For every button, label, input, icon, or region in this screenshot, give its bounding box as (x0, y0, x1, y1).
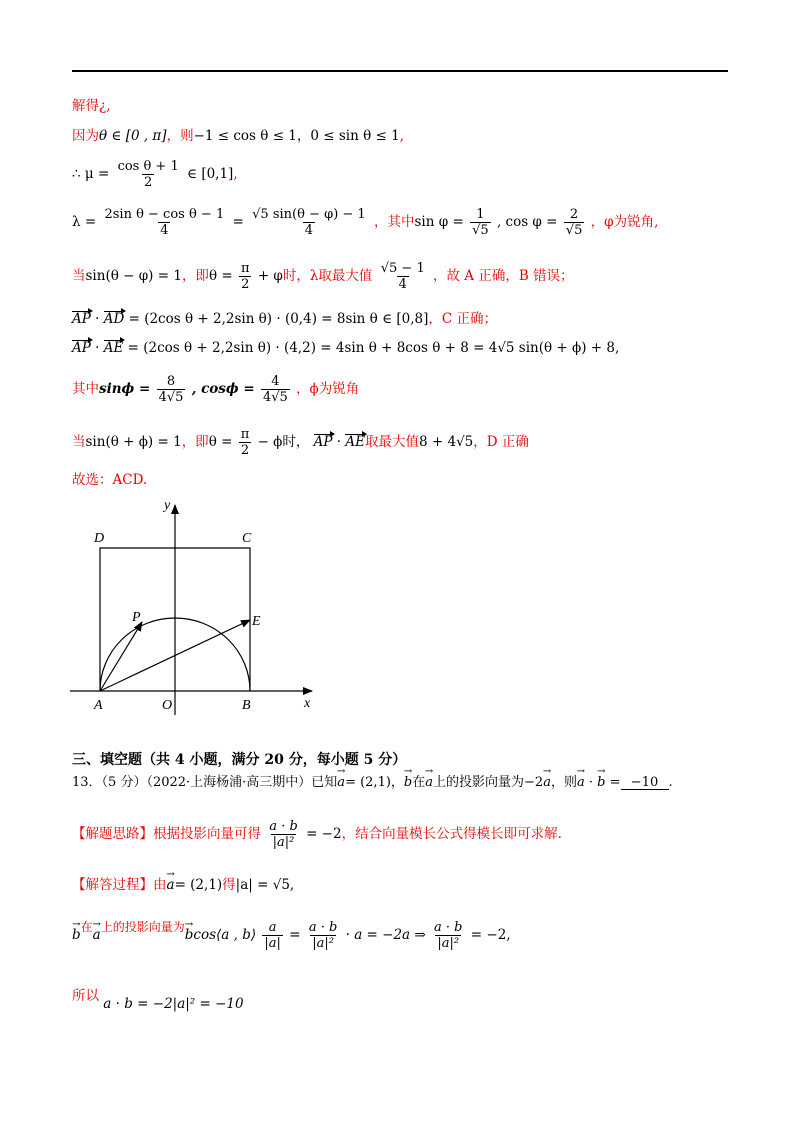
label-y: y (164, 498, 171, 513)
label-C: C (242, 531, 252, 546)
text: 根据投影向量可得 (153, 826, 261, 842)
tag: 【解题思路】 (72, 826, 153, 842)
fraction: $\frac{a \cdot b}{\text{|a|²}}$ (434, 920, 463, 951)
vector-AE: AE (103, 340, 124, 356)
math: 8 + 4√5 (419, 434, 474, 450)
math: = (2,1) (174, 877, 223, 893)
math: ∴ μ = (72, 166, 110, 182)
text: 13．（5 分）（2022·上海杨浦·高三期中）已知 (72, 775, 338, 790)
solution-idea (72, 820, 562, 849)
math: · a = −2a ⇒ (345, 927, 426, 943)
vector-AP: AP (313, 434, 333, 450)
math: θ = (208, 268, 233, 284)
fraction: $\frac{8}{4√5}$ (158, 374, 184, 405)
math: = (2cos θ + 2,2sin θ) · (4,2) = 4sin θ + 8cos θ + 8 = 4√5 sin(θ + ϕ) + 8, (127, 340, 620, 356)
section-title: 三、填空题（共 4 小题，满分 20 分，每小题 5 分） (72, 752, 407, 768)
math: cos⟨a , b⟩ (193, 927, 257, 943)
text: 在 (80, 920, 93, 934)
label-A: A (94, 698, 103, 713)
label-B: B (242, 698, 251, 713)
answer-blank: −10 (621, 776, 669, 790)
text: 在 (412, 775, 426, 790)
vector-AD: AD (103, 311, 125, 327)
label-P: P (132, 610, 141, 625)
text: ，即 (181, 434, 209, 450)
text: 其中 (72, 381, 99, 397)
math: = −2, (470, 927, 511, 943)
text: 由 (153, 877, 167, 893)
math: = −2 (306, 826, 342, 842)
math: = (2cos θ + 2,2sin θ) · (0,4) = 8sin θ ∈ [0,8] (128, 311, 429, 327)
vector-a: → a (543, 776, 551, 789)
solution-line-10 (72, 474, 147, 488)
fraction: $\frac{\pi}{2}$ (240, 261, 250, 292)
math: λ = (72, 214, 97, 230)
vector-a: → a (577, 776, 585, 789)
vector-b: → b (404, 776, 412, 789)
solution-process-1: 【解答过程】由→ a= (2,1)得|a| = √5, (72, 879, 294, 893)
vector-a: → a (425, 776, 433, 789)
text: ，其中 (373, 214, 415, 230)
text: ，C 正确； (428, 311, 498, 327)
fraction: $\frac{4}{4√5}$ (262, 374, 288, 405)
math: = (232, 214, 244, 230)
math: sin φ = (414, 214, 464, 230)
text: ，结合向量模长公式得模长即可求解. (341, 826, 562, 842)
text: 上的投影向量为 (100, 920, 185, 934)
solution-process-2: → b在→ a上的投影向量为→ bcos⟨a , b⟩ $\frac{a}{|a|}$ = $\frac{a \cdot b}{\text{|a|²}}$ · a = −2a ⇒ $\frac{a \cdot b}{\text{|a|²}}$ = −2, (72, 921, 511, 950)
fraction: $\frac{√5 - 1}{4}$ (380, 261, 425, 292)
geometry-figure (60, 495, 330, 720)
text: 故选：ACD. (72, 472, 148, 488)
math: sinϕ = (99, 381, 151, 397)
math: sin(θ + ϕ) = 1 (85, 434, 182, 450)
text: 时，λ取最大值 (282, 268, 373, 284)
math: ∈ [0,1] (187, 166, 234, 182)
fraction: $\frac{a \cdot b}{\text{|a|²}}$ (269, 819, 298, 850)
text: 取最大值 (365, 434, 419, 450)
math: , cos φ = (496, 214, 558, 230)
label-D: D (94, 531, 105, 546)
header-rule (72, 70, 728, 72)
text: ，即 (181, 268, 209, 284)
fraction: $\frac{1}{√5}$ (472, 207, 489, 238)
text: ，ϕ为锐角 (296, 381, 360, 397)
text: ，故 A 正确，B 错误； (433, 268, 574, 284)
solution-line-6: AP · AD = (2cos θ + 2,2sin θ) · (0,4) = 8sin θ ∈ [0,8]，C 正确； (72, 311, 498, 327)
solution-line-7: AP · AE = (2cos θ + 2,2sin θ) · (4,2) = 4sin θ + 8cos θ + 8 = 4√5 sin(θ + ϕ) + 8, (72, 340, 620, 356)
math: a · b = −2|a|² = −10 (103, 996, 244, 1012)
math: θ = (208, 434, 233, 450)
text: 因为 (72, 128, 99, 144)
question-13: 13．（5 分）（2022·上海杨浦·高三期中）已知→ a= (2,1)，→ b在→ a上的投影向量为−2→ a，则→ a · → b = −10 . (72, 776, 673, 790)
label-O: O (162, 698, 173, 713)
math: sin(θ − φ) = 1 (85, 268, 182, 284)
math: + φ (257, 268, 283, 284)
math: = (2,1)， (345, 775, 404, 790)
text: 得 (222, 877, 236, 893)
fraction: $\frac{√5 \sin(\theta - \varphi) - 1}{4}$ (252, 207, 366, 238)
math: |a| = √5, (235, 877, 295, 893)
solution-line-3: ∴ μ = $\frac{\text{cos θ + 1}}{2}$ ∈ [0,1], (72, 159, 238, 190)
solution-line-5 (72, 262, 574, 291)
fraction: $\frac{a}{|a|}$ (264, 920, 281, 951)
math: , cosϕ = (191, 381, 255, 397)
fraction: $\frac{a \cdot b}{\text{|a|²}}$ (308, 920, 338, 951)
solution-line-1 (72, 100, 111, 114)
vector-AE: AE (345, 434, 365, 450)
text: ，则 (550, 775, 577, 790)
text: 上的投影向量为−2 (433, 775, 544, 790)
tag: 【解答过程】 (72, 877, 153, 893)
label-x: x (304, 696, 311, 711)
fraction: $\frac{\pi}{2}$ (240, 427, 250, 458)
text: 当 (72, 268, 86, 284)
vector-AP: AP (72, 340, 91, 356)
text: 所以 (72, 988, 99, 1004)
solution-line-8 (72, 375, 359, 404)
text: ，则 (166, 128, 194, 144)
math: −1 ≤ cos θ ≤ 1，0 ≤ sin θ ≤ 1 (193, 128, 400, 144)
text: ，D 正确 (473, 434, 529, 450)
vector-b: → b (597, 776, 605, 789)
solution-process-3 (72, 990, 244, 1012)
math: θ ∈ [0 , π] (99, 128, 167, 144)
solution-line-4 (72, 208, 658, 237)
label-E: E (252, 614, 261, 629)
fraction: $\frac{\text{cos θ + 1}}{2}$ (117, 159, 179, 190)
vector-a: → a (337, 776, 345, 789)
text: 当 (72, 434, 86, 450)
math: − ϕ时， (257, 434, 310, 450)
vector-AP: AP (72, 311, 91, 327)
text: ，φ为锐角, (590, 214, 659, 230)
fraction: $\frac{\text{2sin θ − cos θ − 1}}{4}$ (104, 207, 225, 238)
solution-line-9: 当sin(θ + ϕ) = 1，即θ = $\frac{\pi}{2}$ − ϕ时， AP · AE取最大值8 + 4√5，D 正确 (72, 427, 529, 458)
solution-line-2: 因为θ ∈ [0 , π]，则−1 ≤ cos θ ≤ 1，0 ≤ sin θ ≤ 1, (72, 128, 405, 144)
text: 解得¿, (72, 98, 111, 114)
fraction: $\frac{2}{√5}$ (565, 207, 583, 238)
